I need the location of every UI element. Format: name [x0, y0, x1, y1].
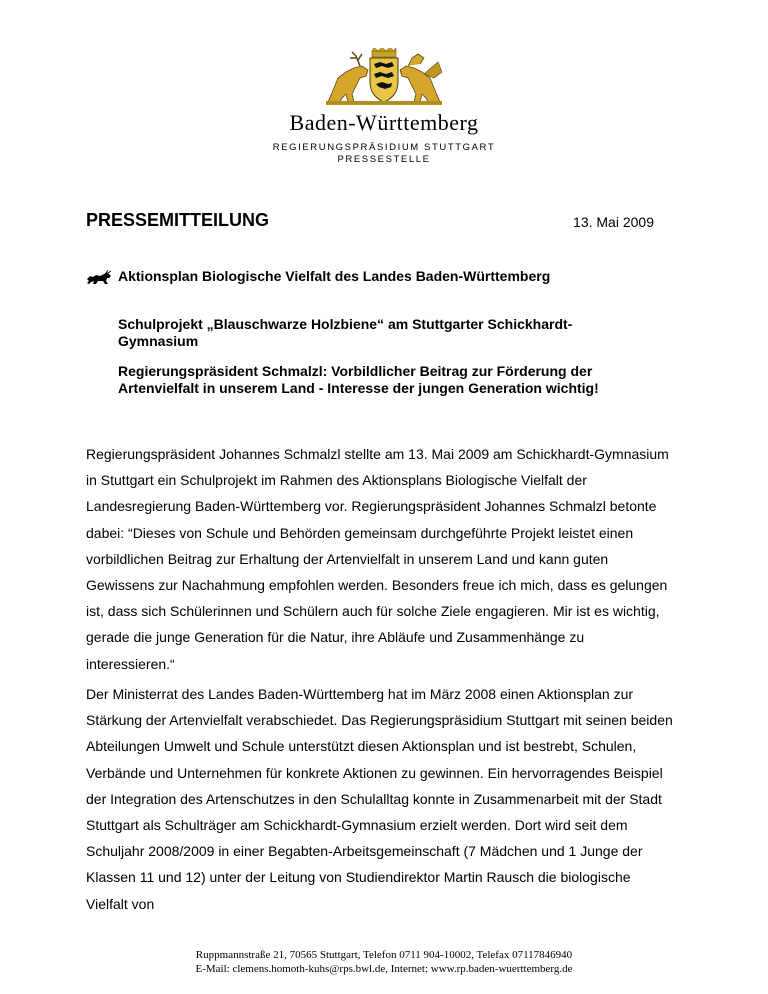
department-line: PRESSESTELLE: [337, 154, 431, 165]
footer-email-web: E-Mail: clemens.homoth-kuhs@rps.bwl.de, Internet: www.rp.baden-wuerttemberg.de: [195, 963, 573, 975]
document-type-heading: PRESSEMITTEILUNG: [86, 210, 270, 230]
footer-contact: [0, 948, 768, 976]
body-paragraph-2: Der Ministerrat des Landes Baden-Württemberg hat im März 2008 einen Aktionsplan zur Stärkung der Artenvielfalt verabschiedet. Das Regierungspräsidium Stuttgart mit seinen beiden Abteilungen Umwelt und Schule unterstützt diesen Aktionsplan und ist bestrebt, Schulen, Verbände und Unternehmen für konkrete Aktionen zu gewinnen. Ein hervorragendes Beispiel der Integration des Artenschutzes in den Schulalltag konnte in Zusammenarbeit mit der Stadt Stuttgart als Schulträger am Schickhardt-Gymnasium erzielt werden. Dort wird seit dem Schuljahr 2008/2009 in einer Begabten-Arbeitsgemeinschaft (7 Mädchen und 1 Junge der Klassen 11 und 12) unter der Leitung von Studiendirektor Martin Rausch die biologische Vielfalt von: [86, 686, 673, 912]
lion-icon: [86, 270, 112, 286]
body-paragraph-1: Regierungspräsident Johannes Schmalzl stellte am 13. Mai 2009 am Schickhardt-Gymnasium in Stuttgart ein Schulprojekt im Rahmen des Aktionsplans Biologische Vielfalt der Landesregierung Baden-Württemberg vor. Regierungspräsident Johannes Schmalzl betonte dabei: “Dieses von Schule und Behörden gemeinsam durchgeführte Projekt leistet einen vorbildlichen Beitrag zur Erhaltung der Artenvielfalt in unserem Land und kann guten Gewissens zur Nachahmung empfohlen werden. Besonders freue ich mich, dass es gelungen ist, dass sich Schülerinnen und Schülern auch für solche Ziele engagieren. Mir ist es wichtig, gerade die junge Generation für die Natur, ihre Abläufe und Zusammenhänge zu interessieren.“: [86, 446, 669, 672]
release-date: 13. Mai 2009: [573, 214, 654, 230]
footer-address: Ruppmannstraße 21, 70565 Stuttgart, Telefon 0711 904-10002, Telefax 07117846940: [195, 949, 573, 961]
coat-of-arms-icon: [316, 48, 452, 106]
headline-1: Aktionsplan Biologische Vielfalt des Landes Baden-Württemberg: [118, 268, 551, 284]
headline-3: Regierungspräsident Schmalzl: Vorbildlicher Beitrag zur Förderung der Artenvielfalt in unserem Land - Interesse der jungen Generation wichtig!: [118, 363, 599, 396]
state-name: Baden-Württemberg: [289, 110, 479, 135]
headline-2: Schulprojekt „Blauschwarze Holzbiene“ am Stuttgarter Schickhardt-Gymnasium: [118, 316, 573, 349]
authority-header: [0, 142, 768, 166]
authority-line: REGIERUNGSPRÄSIDIUM STUTTGART: [272, 142, 496, 153]
